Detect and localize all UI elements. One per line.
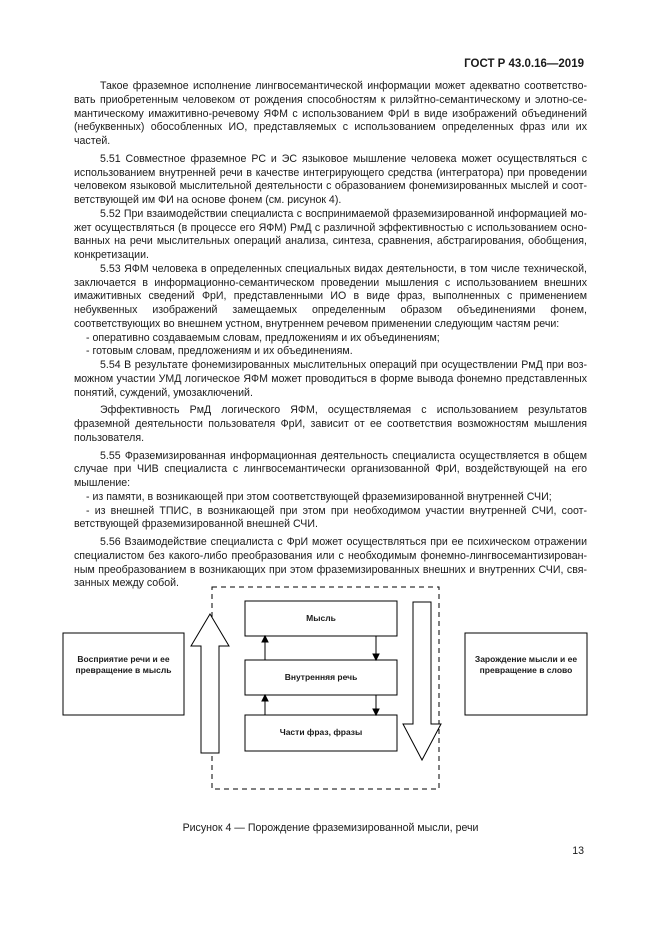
list-item: - из внешней ТПИС, в возникающей при этом при необходимом участии внутренней СЧИ, соответствующей фраземизированной внешней СЧИ. xyxy=(74,504,587,531)
list-item: - готовым словам, предложениям и их объединениям. xyxy=(86,345,353,358)
arrowhead xyxy=(262,636,268,642)
paragraph-5-53: 5.53 ЯФМ человека в определенных специальных видах деятельности, в том числе технической, заключается в информационно-семантическом проведении мышления с использованием внешних имажитивных сведений ФрИ, представленными ИО в виде фраз, выполненных с применением небуквенных изображений замещаемых определенным образом объединениями фонем, соответствующих во внешнем устном, внутреннем речевом применении следующим частям речи: xyxy=(74,262,587,330)
list-item: - из памяти, в возникающей при этом соответствующей фраземизированной внутренней СЧИ; xyxy=(86,490,552,503)
right-box-label: Зарождение мысли и ее превращение в слово xyxy=(474,654,578,675)
inner-speech-label: Внутренняя речь xyxy=(284,672,358,682)
page-number: 13 xyxy=(572,845,584,857)
paragraph-5-51: 5.51 Совместное фраземное РС и ЭС языковое мышление человека может осуществляться с использованием внутренней речи в качестве интегрирующего средства (интегратора) при проведении человеком языковой мыслительной деятельности с образованием фонемизированных мыслей и соответствующей им ФИ на основе фонем (см. рисунок 4). xyxy=(74,152,587,206)
paragraph-5-56: 5.56 Взаимодействие специалиста с ФрИ может осуществляться при ее психическом отражении специалистом без какого-либо преобразования или с необходимым фонемно-лингвосемантизированным преобразованием в возникающих при этом фраземизированных внешних и внутренних СЧИ, связанных между собой. xyxy=(74,536,587,590)
figure-caption: Рисунок 4 — Порождение фраземизированной мысли, речи xyxy=(182,822,479,834)
arrowhead xyxy=(262,695,268,701)
figure-4-diagram xyxy=(0,575,661,815)
arrowhead xyxy=(373,654,379,660)
document-standard-number: ГОСТ Р 43.0.16—2019 xyxy=(464,58,584,70)
diagram-graphics xyxy=(0,575,661,815)
paragraph: Такое фраземное исполнение лингвосемантической информации может адекватно соответствовать приобретенным человеком от рождения способностям к рилэйтно-семантическому и элотно-семантическому имажитивно-речевому ЯФМ с использованием ФрИ в виде изображений объединений (небуквенных) обособленных ИО, представляемых с использованием определенных фраз или их частей. xyxy=(74,80,587,147)
down-arrow xyxy=(403,602,441,760)
phrases-label: Части фраз, фразы xyxy=(279,727,363,737)
list-item: - оперативно создаваемым словам, предложениям и их объединениям; xyxy=(86,331,440,344)
paragraph: Эффективность РмД логического ЯФМ, осуществляемая с использованием результатов фраземной деятельности пользователя ФрИ, зависит от ее соответствия возможностям мышления пользователя. xyxy=(74,404,587,444)
paragraph-5-55: 5.55 Фраземизированная информационная деятельность специалиста осуществляется в общем случае при ЧИВ специалиста с лингвосемантически организованной ФрИ, воздействующей на его мышление: xyxy=(74,449,587,489)
paragraph-5-52: 5.52 При взаимодействии специалиста с воспринимаемой фраземизированной информацией может осуществляться (в процессе его ЯФМ) РмД с различной эффективностью с использованием основанных на речи мыслительных операций анализа, синтеза, сравнения, абстрагирования, обобщения, конкретизации. xyxy=(74,207,587,261)
up-arrow xyxy=(191,614,229,753)
thought-label: Мысль xyxy=(306,613,336,623)
left-box-label: Восприятие речи и ее превращение в мысль xyxy=(75,654,172,675)
arrowhead xyxy=(373,709,379,715)
body-text xyxy=(74,80,587,591)
paragraph-5-54: 5.54 В результате фонемизированных мыслительных операций при осуществлении РмД при возможном участии УМД логическое ЯФМ может проводиться в форме вывода фонемно представленных понятий, суждений, умозаключений. xyxy=(74,359,587,399)
